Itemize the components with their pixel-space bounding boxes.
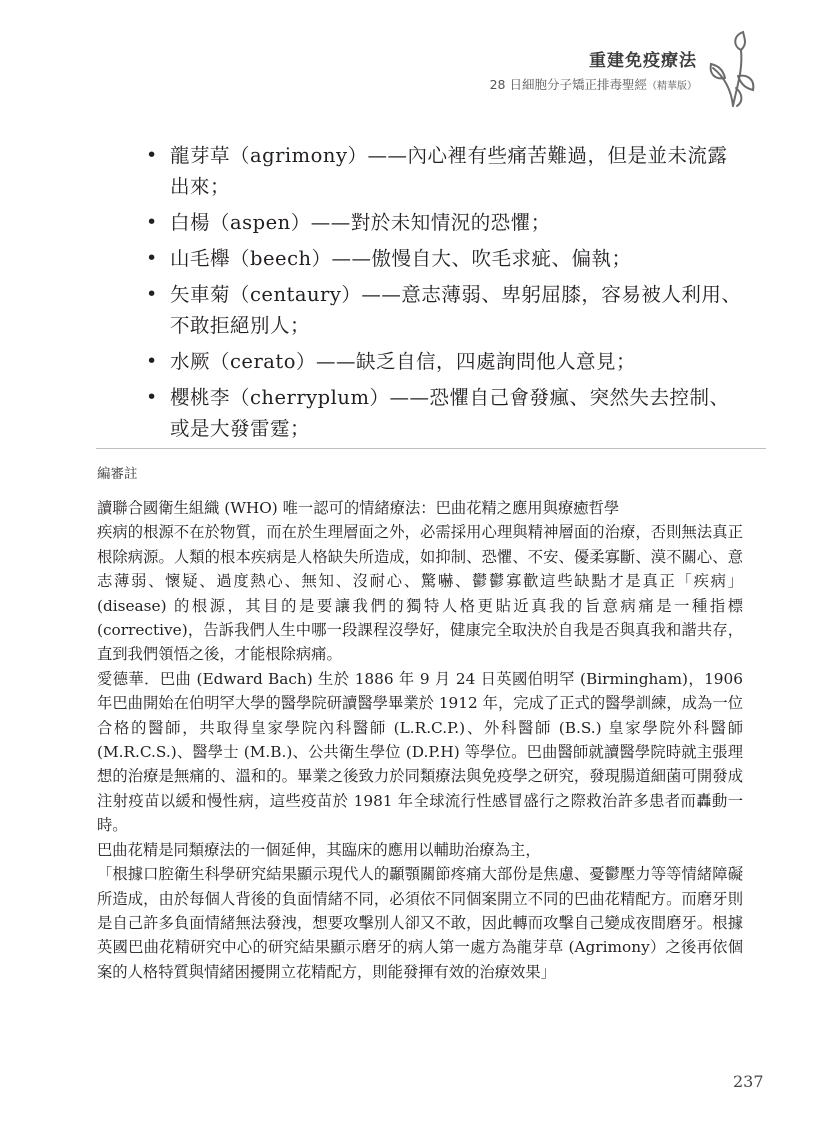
subtitle-edition-note: （精華版） — [647, 81, 697, 92]
bullet-marker: • — [146, 350, 158, 372]
bullet-marker: • — [146, 247, 158, 269]
flower-remedy-list — [142, 140, 742, 449]
decorative-flourish-icon — [703, 28, 761, 110]
list-item — [142, 140, 742, 202]
list-item — [142, 279, 742, 341]
list-item-text: 白楊（aspen）——對於未知情況的恐懼； — [170, 211, 551, 234]
list-item-text: 龍芽草（agrimony）——內心裡有些痛苦難過，但是並未流露出來； — [170, 144, 728, 198]
book-subtitle — [490, 75, 697, 93]
subtitle-text: 28 日細胞分子矯正排毒聖經 — [489, 77, 647, 92]
list-item-text: 山毛櫸（beech）——傲慢自大、吹毛求疵、偏執； — [170, 247, 632, 270]
note-paragraph: 「根據口腔衛生科學研究結果顯示現代人的顳顎關節疼痛大部份是焦慮、憂鬱壓力等等情緒障礙所造成，由於每個人背後的負面情緒不同，必須依不同個案開立不同的巴曲花精配方。而磨牙則是自己許多負面情緒無法發洩，想要攻擊別人卻又不敢，因此轉而攻擊自己變成夜間磨牙。根據英國巴曲花精研究中心的研究結果顯示磨牙的病人第一處方為龍芽草 (Agrimony）之後再依個案的人格特質與情緒困擾開立花精配方，則能發揮有效的治療效果」 — [97, 865, 743, 981]
bullet-marker: • — [146, 386, 158, 408]
list-item-text: 水厥（cerato）——缺乏自信，四處詢問他人意見； — [170, 350, 636, 373]
editor-note-body — [97, 496, 743, 984]
bullet-marker: • — [146, 283, 158, 305]
bullet-marker: • — [146, 144, 158, 166]
bullet-marker: • — [146, 211, 158, 233]
book-title: 重建免疫療法 — [589, 51, 697, 71]
note-paragraph: 巴曲花精是同類療法的一個延伸，其臨床的應用以輔助治療為主， — [97, 840, 541, 859]
list-item — [142, 207, 742, 238]
list-item — [142, 346, 742, 377]
note-paragraph: 愛德華．巴曲 (Edward Bach) 生於 1886 年 9 月 24 日英國伯明罕 (Birmingham)，1906 年巴曲開始在伯明罕大學的醫學院研讀醫學畢業於 1912 年，完成了正式的醫學訓練，成為一位合格的醫師，共取得皇家學院內科醫師 (L.R.C.P.)、外科醫師 (B.S.) 皇家學院外科醫師 (M.R.C.S.)、醫學士 (M.B.)、公共衛生學位 (D.P.H) 等學位。巴曲醫師就讀醫學院時就主張理想的治療是無痛的、溫和的。畢業之後致力於同類療法與免疫學之研究，發現腸道細菌可開發成注射疫苗以緩和慢性病，這些疫苗於 1981 年全球流行性感冒盛行之際救治許多患者而轟動一時。 — [97, 669, 743, 835]
page-number: 237 — [733, 1072, 764, 1091]
section-divider — [96, 448, 766, 449]
list-item-text: 櫻桃李（cherryplum）——恐懼自己會發瘋、突然失去控制、或是大發雷霆； — [170, 386, 730, 440]
editor-note-label: 編審註 — [97, 466, 138, 482]
list-item — [142, 382, 742, 444]
note-paragraph: 疾病的根源不在於物質，而在於生理層面之外，必需採用心理與精神層面的治療，否則無法真正根除病源。人類的根本疾病是人格缺失所造成，如抑制、恐懼、不安、優柔寡斷、漠不關心、意志薄弱、懷疑、過度熱心、無知、沒耐心、驚嚇、鬱鬱寡歡這些缺點才是真正「疾病」(disease) 的根源，其目的是要讓我們的獨特人格更貼近真我的旨意病痛是一種指標 (corrective)，告訴我們人生中哪一段課程沒學好，健康完全取決於自我是否與真我和諧共存，直到我們領悟之後，才能根除病痛。 — [97, 523, 743, 664]
note-paragraph: 讀聯合國衛生組織 (WHO) 唯一認可的情緒療法：巴曲花精之應用與療癒哲學 — [97, 499, 620, 517]
running-header — [490, 46, 697, 93]
list-item-text: 矢車菊（centaury）——意志薄弱、卑躬屈膝，容易被人利用、不敢拒絕別人； — [170, 283, 742, 337]
list-item — [142, 243, 742, 274]
